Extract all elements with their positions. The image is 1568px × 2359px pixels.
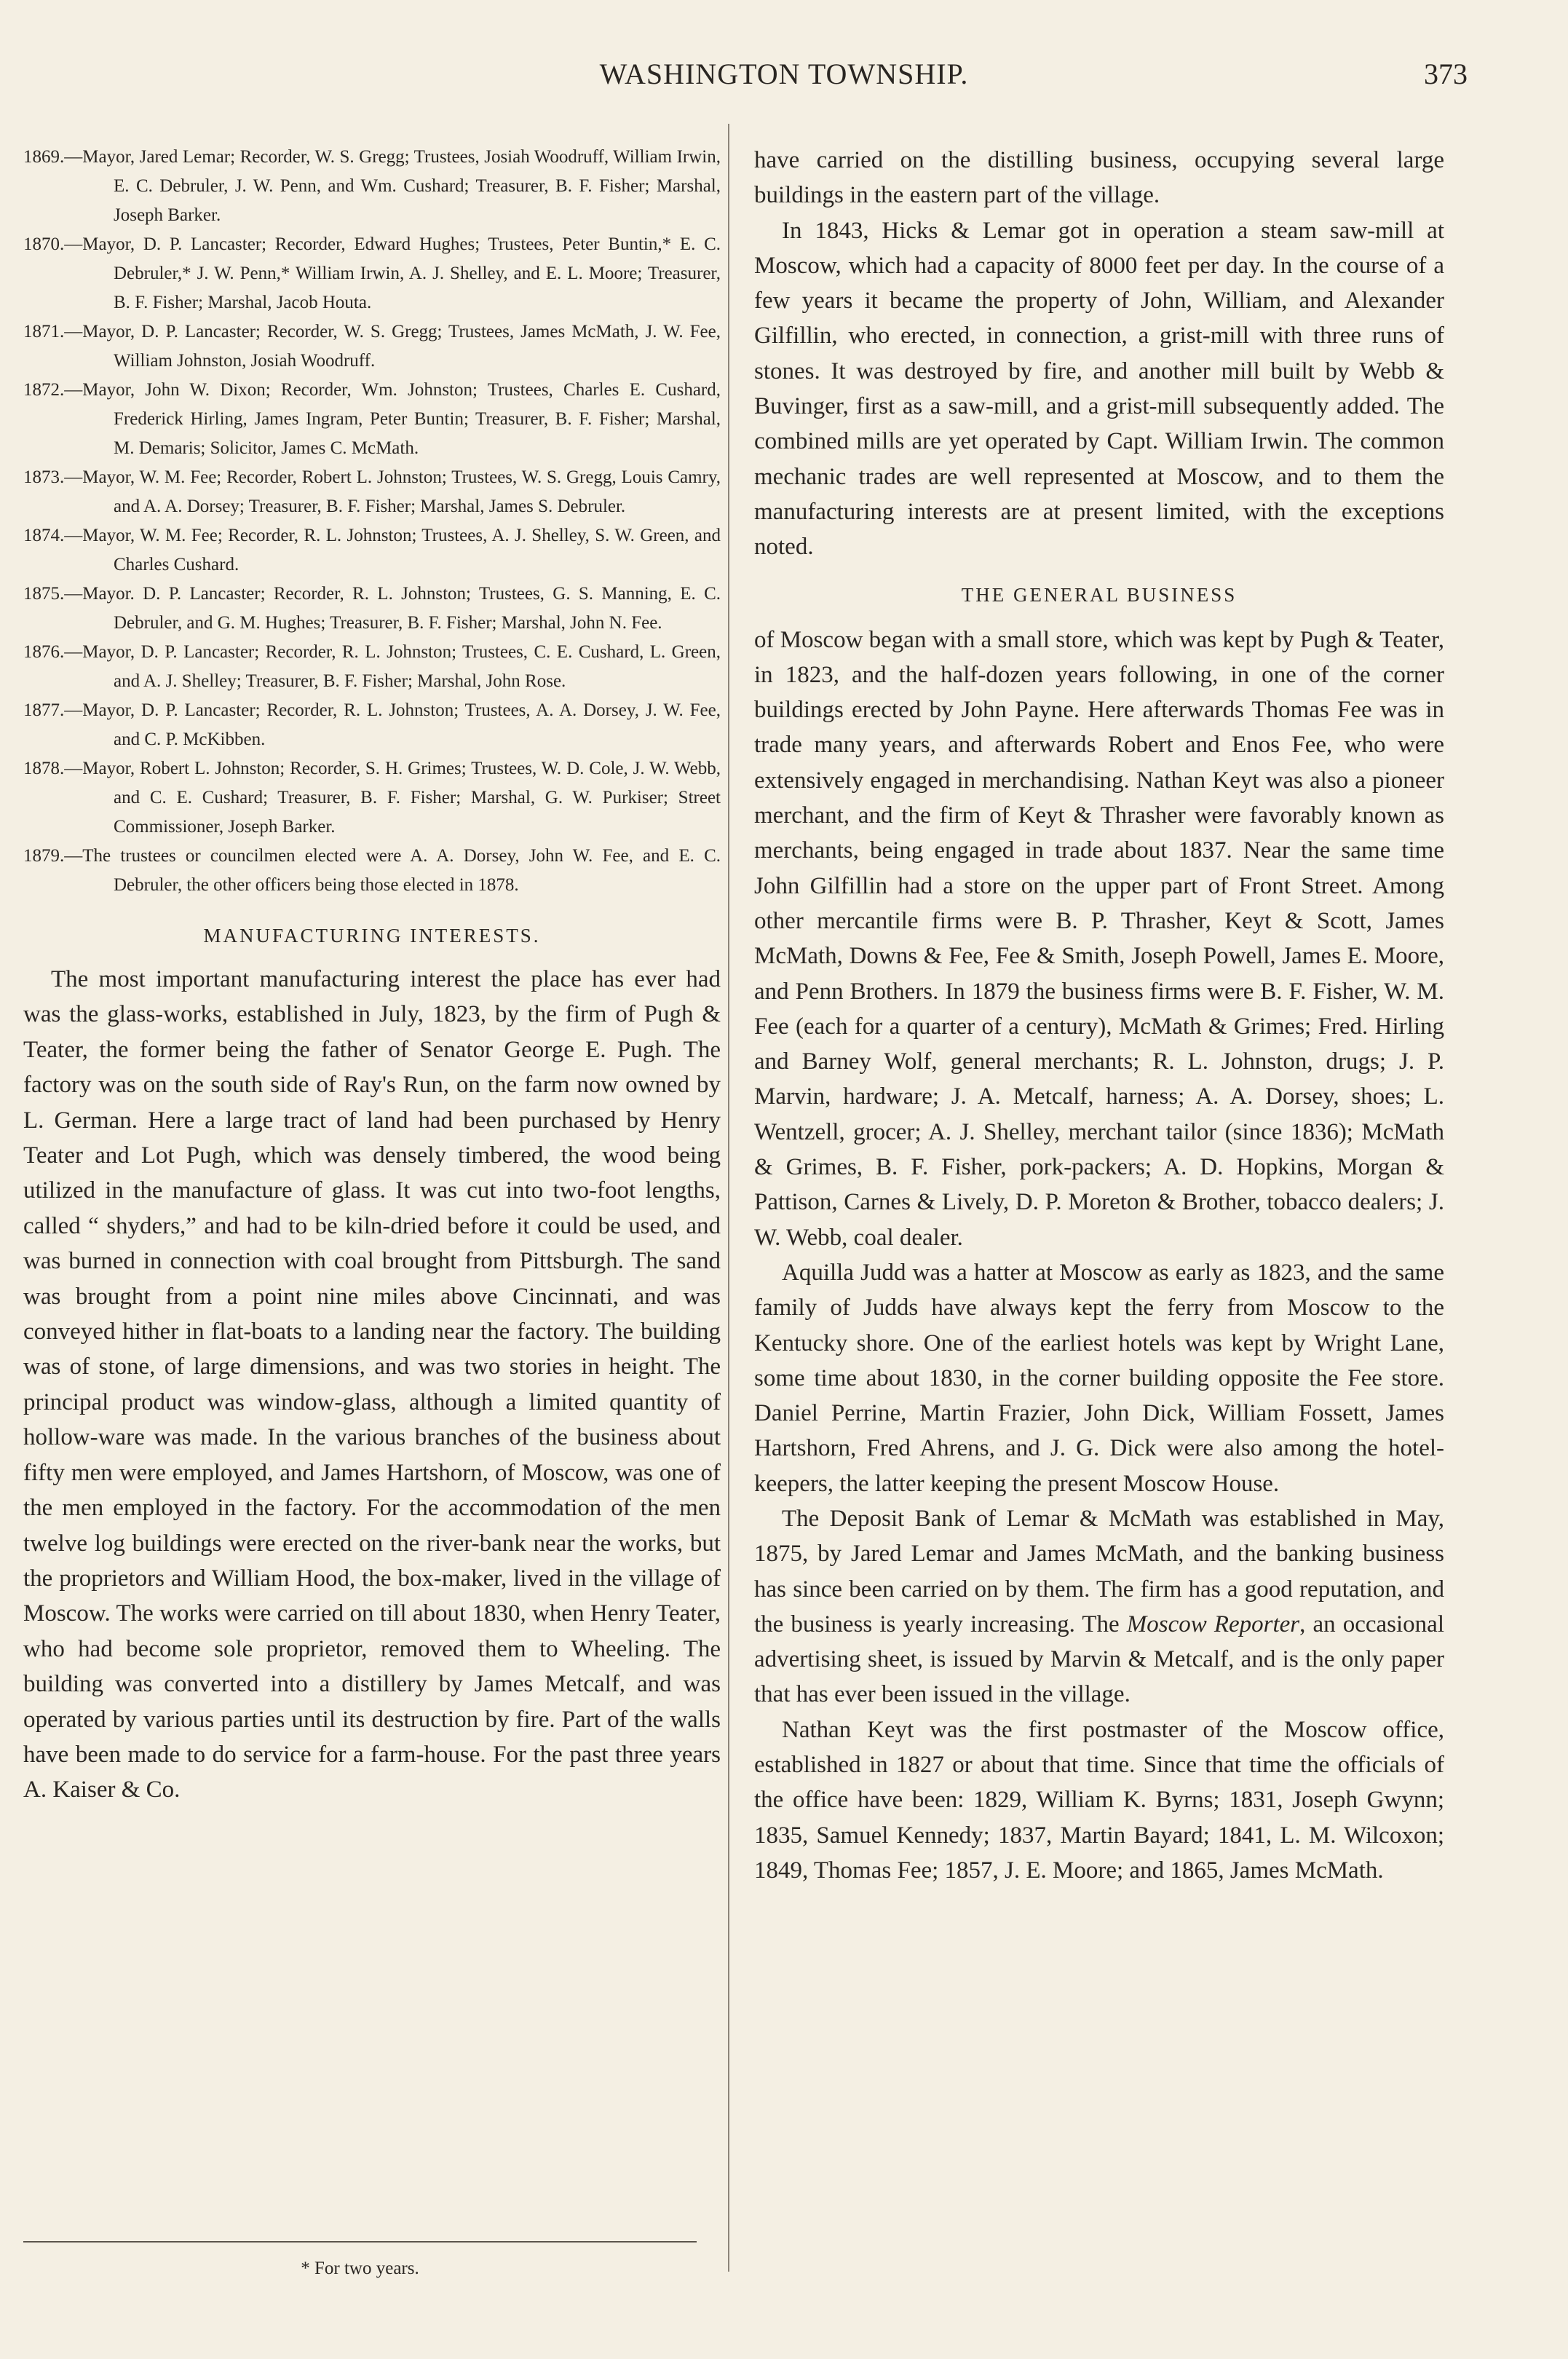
officer-entry-1874: 1874.—Mayor, W. M. Fee; Recorder, R. L. Johnston; Trustees, A. J. Shelley, S. W. Green, and Charles Cushard. <box>23 526 721 574</box>
officer-entry-1875: 1875.—Mayor. D. P. Lancaster; Recorder, R. L. Johnston; Trustees, G. S. Manning, E. C. Debruler, and G. M. Hughes; Treasurer, B. F. Fisher; Marshal, John N. Fee. <box>23 584 721 633</box>
distilling-continuation: have carried on the distilling business, occupying several large buildings in the eastern part of the village. <box>754 147 1444 209</box>
officer-entry-1870: 1870.—Mayor, D. P. Lancaster; Recorder, Edward Hughes; Trustees, Peter Buntin,* E. C. Debruler,* J. W. Penn,* William Irwin, A. J. Shelley, and E. L. Moore; Treasurer, B. F. Fisher; Marshal, Jacob Houta. <box>23 234 721 312</box>
page-header <box>0 57 1568 115</box>
page-number: 373 <box>1424 58 1468 90</box>
sawmill-paragraph: In 1843, Hicks & Lemar got in operation a steam saw-mill at Moscow, which had a capacity of 8000 feet per day. In the course of a few years it became the property of John, William, and Alexander Gilfillin, who erected, in connection, a grist-mill with three runs of stones. It was destroyed by fire, and another mill built by Webb & Buvinger, first as a saw-mill, and a grist-mill subsequently added. The combined mills are yet operated by Capt. William Irwin. The common mechanic trades are well represented at Moscow, and to them the manufacturing interests are at present limited, with the exceptions noted. <box>754 217 1444 561</box>
officer-entry-1876: 1876.—Mayor, D. P. Lancaster; Recorder, R. L. Johnston; Trustees, C. E. Cushard, L. Green, and A. J. Shelley; Treasurer, B. F. Fisher; Marshal, John Rose. <box>23 642 721 691</box>
general-business-heading: THE GENERAL BUSINESS <box>961 583 1238 606</box>
running-title: WASHINGTON TOWNSHIP. <box>599 58 969 90</box>
officer-entry-1869: 1869.—Mayor, Jared Lemar; Recorder, W. S. Gregg; Trustees, Josiah Woodruff, William Irwin, E. C. Debruler, J. W. Penn, and Wm. Cushard; Treasurer, B. F. Fisher; Marshal, Joseph Barker. <box>23 147 721 225</box>
officer-entry-1877: 1877.—Mayor, D. P. Lancaster; Recorder, R. L. Johnston; Trustees, A. A. Dorsey, J. W. Fee, and C. P. McKibben. <box>23 700 721 749</box>
right-column <box>754 143 1444 1888</box>
manufacturing-heading: MANUFACTURING INTERESTS. <box>203 925 541 947</box>
officer-entry-1873: 1873.—Mayor, W. M. Fee; Recorder, Robert L. Johnston; Trustees, W. S. Gregg, Louis Camry, and A. A. Dorsey; Treasurer, B. F. Fisher; Marshal, James S. Debruler. <box>23 467 721 516</box>
general-business-paragraph: of Moscow began with a small store, which was kept by Pugh & Teater, in 1823, and the half-dozen years following, in one of the corner buildings erected by John Payne. Here afterwards Thomas Fee was in trade many years, and afterwards Robert and Enos Fee, who were extensively engaged in merchandising. Nathan Keyt was also a pioneer merchant, and the firm of Keyt & Thrasher were favorably known as merchants, being engaged in trade about 1837. Near the same time John Gilfillin had a store on the upper part of Front Street. Among other mercantile firms were B. P. Thrasher, Keyt & Scott, James McMath, Downs & Fee, Fee & Smith, Joseph Powell, James E. Moore, and Penn Brothers. In 1879 the business firms were B. F. Fisher, W. M. Fee (each for a quarter of a century), McMath & Grimes; Fred. Hirling and Barney Wolf, general merchants; R. L. Johnston, drugs; J. P. Marvin, hardware; J. A. Metcalf, harness; A. A. Dorsey, shoes; L. Wentzell, grocer; A. J. Shelley, merchant tailor (since 1836); McMath & Grimes, B. F. Fisher, pork-packers; A. D. Hopkins, Morgan & Pattison, Carnes & Lively, D. P. Moreton & Brother, tobacco dealers; J. W. Webb, coal dealer. <box>754 626 1444 1251</box>
newspaper-title: Moscow Reporter <box>1126 1611 1300 1637</box>
left-column <box>23 143 721 1808</box>
bank-paragraph <box>754 1501 1444 1712</box>
column-divider <box>728 124 729 2272</box>
officer-entry-1871: 1871.—Mayor, D. P. Lancaster; Recorder, W. S. Gregg; Trustees, James McMath, J. W. Fee, William Johnston, Josiah Woodruff. <box>23 322 721 371</box>
postmaster-paragraph: Nathan Keyt was the first postmaster of the Moscow office, established in 1827 or about that time. Since that time the officials of the office have been: 1829, William K. Byrns; 1831, Joseph Gwynn; 1835, Samuel Kennedy; 1837, Martin Bayard; 1841, L. M. Wilcoxon; 1849, Thomas Fee; 1857, J. E. Moore; and 1865, James McMath. <box>754 1716 1444 1884</box>
footnote: * For two years. <box>301 2259 419 2278</box>
officer-entry-1879: 1879.—The trustees or councilmen elected were A. A. Dorsey, John W. Fee, and E. C. Debruler, the other officers being those elected in 1878. <box>23 846 721 895</box>
officer-entry-1872: 1872.—Mayor, John W. Dixon; Recorder, Wm. Johnston; Trustees, Charles E. Cushard, Frederick Hirling, James Ingram, Peter Buntin; Treasurer, B. F. Fisher; Marshal, M. Demaris; Solicitor, James C. McMath. <box>23 380 721 458</box>
bank-text-2: , an occasional advertising sheet, is issued by Marvin & Metcalf, and is the only paper that has ever been issued in the village. <box>754 1611 1444 1708</box>
bank-text-1: The Deposit Bank of Lemar & McMath was established in May, 1875, by Jared Lemar and James McMath, and the banking business has since been carried on by them. The firm has a good reputation, and the business is yearly increasing. The <box>754 1505 1444 1637</box>
footnote-rule <box>23 2241 697 2243</box>
manufacturing-paragraph: The most important manufacturing interest the place has ever had was the glass-works, established in July, 1823, by the firm of Pugh & Teater, the former being the father of Senator George E. Pugh. The factory was on the south side of Ray's Run, on the farm now owned by L. German. Here a large tract of land had been purchased by Henry Teater and Lot Pugh, which was densely timbered, the wood being utilized in the manufacture of glass. It was cut into two-foot lengths, called “ shyders,” and had to be kiln-dried before it could be used, and was burned in connection with coal brought from Pittsburgh. The sand was brought from a point nine miles above Cincinnati, and was conveyed hither in flat-boats to a landing near the factory. The building was of stone, of large dimensions, and was two stories in height. The principal product was window-glass, although a limited quantity of hollow-ware was made. In the various branches of the business about fifty men were employed, and James Hartshorn, of Moscow, was one of the men employed in the factory. For the accommodation of the men twelve log buildings were erected on the river-bank near the works, but the proprietors and William Hood, the box-maker, lived in the village of Moscow. The works were carried on till about 1830, when Henry Teater, who had become sole proprietor, removed them to Wheeling. The building was converted into a distillery by James Metcalf, and was operated by various parties until its destruction by fire. Part of the walls have been made to do service for a farm-house. For the past three years A. Kaiser & Co. <box>23 966 721 1803</box>
hotels-paragraph: Aquilla Judd was a hatter at Moscow as early as 1823, and the same family of Judds have always kept the ferry from Moscow to the Kentucky shore. One of the earliest hotels was kept by Wright Lane, some time about 1830, in the corner building opposite the Fee store. Daniel Perrine, Martin Frazier, John Dick, William Fossett, James Hartshorn, Fred Ahrens, and J. G. Dick were also among the hotel-keepers, the latter keeping the present Moscow House. <box>754 1259 1444 1497</box>
officer-list <box>23 143 721 900</box>
officer-entry-1878: 1878.—Mayor, Robert L. Johnston; Recorder, S. H. Grimes; Trustees, W. D. Cole, J. W. Webb, and C. E. Cushard; Treasurer, B. F. Fisher; Marshal, G. W. Purkiser; Street Commissioner, Joseph Barker. <box>23 759 721 837</box>
